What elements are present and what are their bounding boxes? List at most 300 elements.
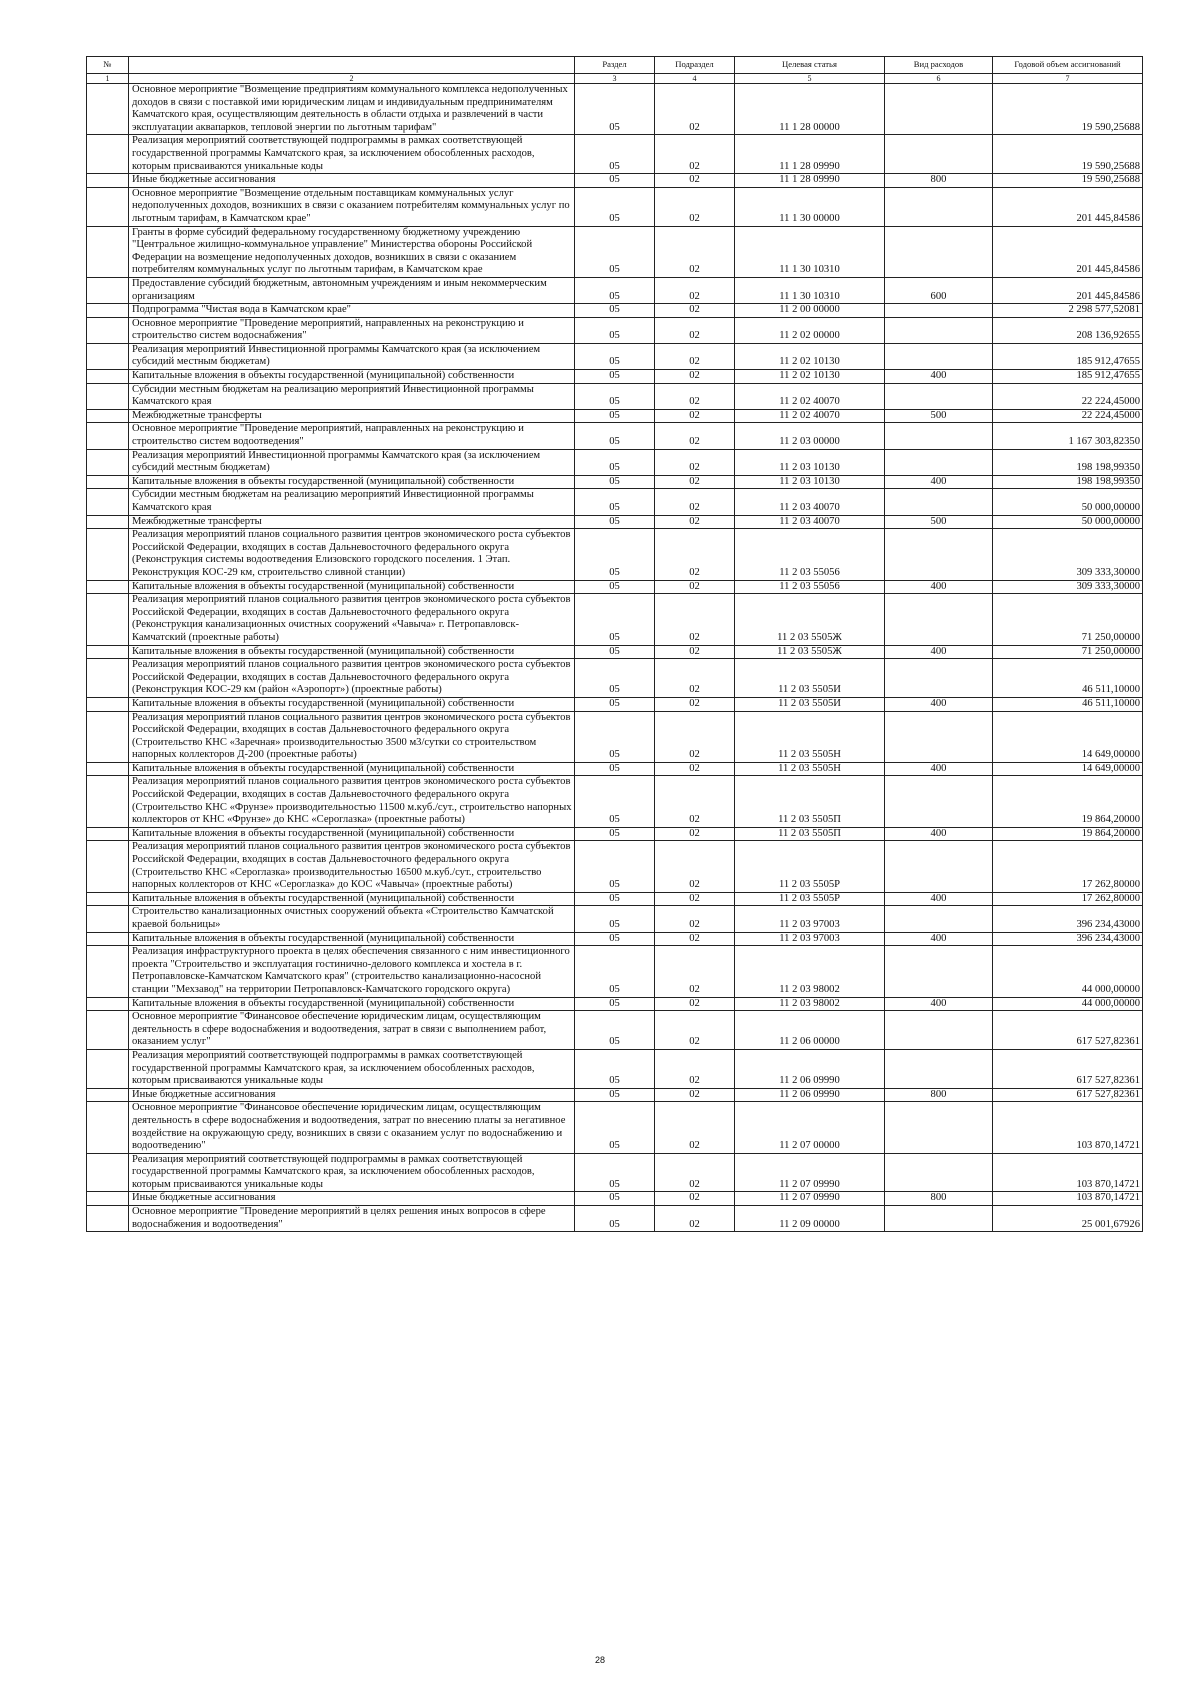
- row-section: 05: [575, 711, 655, 762]
- row-amount: 71 250,00000: [993, 645, 1143, 659]
- row-name: Капитальные вложения в объекты государственной (муниципальной) собственности: [129, 370, 575, 384]
- table-row: [87, 187, 1143, 226]
- row-target-article: 11 2 03 98002: [735, 997, 885, 1011]
- row-expense-type: 400: [885, 892, 993, 906]
- row-amount: 309 333,30000: [993, 529, 1143, 580]
- row-name: Капитальные вложения в объекты государственной (муниципальной) собственности: [129, 892, 575, 906]
- table-row: [87, 776, 1143, 827]
- row-number: [87, 841, 129, 892]
- table-row: [87, 475, 1143, 489]
- header-number: №: [87, 57, 129, 74]
- table-row: [87, 827, 1143, 841]
- row-name: Субсидии местным бюджетам на реализацию мероприятий Инвестиционной программы Камчатского края: [129, 489, 575, 515]
- budget-table: [86, 56, 1143, 1232]
- row-number: [87, 906, 129, 932]
- row-expense-type: 500: [885, 515, 993, 529]
- row-number: [87, 475, 129, 489]
- row-amount: 46 511,10000: [993, 697, 1143, 711]
- row-target-article: 11 1 28 09990: [735, 135, 885, 174]
- row-subsection: 02: [655, 932, 735, 946]
- row-section: 05: [575, 659, 655, 698]
- table-row: [87, 932, 1143, 946]
- row-subsection: 02: [655, 304, 735, 318]
- row-expense-type: [885, 449, 993, 475]
- row-target-article: 11 1 30 10310: [735, 277, 885, 303]
- row-amount: 185 912,47655: [993, 343, 1143, 369]
- row-expense-type: [885, 187, 993, 226]
- row-name: Капитальные вложения в объекты государственной (муниципальной) собственности: [129, 997, 575, 1011]
- row-target-article: 11 2 02 00000: [735, 317, 885, 343]
- row-number: [87, 892, 129, 906]
- row-section: 05: [575, 383, 655, 409]
- row-number: [87, 711, 129, 762]
- budget-document: [86, 56, 1142, 1232]
- row-name: Межбюджетные трансферты: [129, 515, 575, 529]
- row-amount: 201 445,84586: [993, 187, 1143, 226]
- row-subsection: 02: [655, 594, 735, 645]
- row-section: 05: [575, 409, 655, 423]
- row-subsection: 02: [655, 827, 735, 841]
- row-section: 05: [575, 1088, 655, 1102]
- row-number: [87, 946, 129, 997]
- row-amount: 396 234,43000: [993, 906, 1143, 932]
- row-section: 05: [575, 580, 655, 594]
- row-target-article: 11 2 03 98002: [735, 946, 885, 997]
- row-section: 05: [575, 1011, 655, 1050]
- row-amount: 185 912,47655: [993, 370, 1143, 384]
- row-number: [87, 580, 129, 594]
- row-number: [87, 449, 129, 475]
- row-section: 05: [575, 997, 655, 1011]
- table-row: [87, 135, 1143, 174]
- row-name: Межбюджетные трансферты: [129, 409, 575, 423]
- row-amount: 103 870,14721: [993, 1102, 1143, 1153]
- row-subsection: 02: [655, 84, 735, 135]
- row-amount: 19 590,25688: [993, 135, 1143, 174]
- table-row: [87, 304, 1143, 318]
- row-subsection: 02: [655, 343, 735, 369]
- table-row: [87, 174, 1143, 188]
- row-target-article: 11 2 03 55056: [735, 580, 885, 594]
- row-expense-type: 400: [885, 580, 993, 594]
- row-section: 05: [575, 489, 655, 515]
- row-name: Реализация мероприятий планов социального развития центров экономического роста субъектов Российской Федерации, входящих в состав Дальневосточного федерального округа (Строительство КНС «Фрунзе» производительностью 11500 м.куб./сут., строительство напорных коллекторов от КНС «Фрунзе» до КНС «Сероглазка» (проектные работы): [129, 776, 575, 827]
- row-expense-type: 400: [885, 827, 993, 841]
- row-section: 05: [575, 776, 655, 827]
- row-expense-type: 800: [885, 1192, 993, 1206]
- row-name: Реализация мероприятий планов социального развития центров экономического роста субъектов Российской Федерации, входящих в состав Дальневосточного федерального округа (Реконструкция канализационных очистных сооружений «Чавыча» г. Петропавловск-Камчатский (проектные работы): [129, 594, 575, 645]
- row-subsection: 02: [655, 529, 735, 580]
- table-row: [87, 370, 1143, 384]
- row-target-article: 11 2 06 00000: [735, 1011, 885, 1050]
- row-number: [87, 1088, 129, 1102]
- row-target-article: 11 2 00 00000: [735, 304, 885, 318]
- row-name: Основное мероприятие "Финансовое обеспечение юридическим лицам, осуществляющим деятельность в сфере водоснабжения и водоотведения, затрат по внесению платы за негативное воздействие на окружающую среду, возникших в связи с оказанием услуг по водоснабжению и водоотведению": [129, 1102, 575, 1153]
- table-row: [87, 409, 1143, 423]
- row-expense-type: [885, 423, 993, 449]
- row-amount: 396 234,43000: [993, 932, 1143, 946]
- row-name: Субсидии местным бюджетам на реализацию мероприятий Инвестиционной программы Камчатского края: [129, 383, 575, 409]
- row-expense-type: [885, 84, 993, 135]
- row-amount: 2 298 577,52081: [993, 304, 1143, 318]
- row-section: 05: [575, 841, 655, 892]
- row-target-article: 11 2 03 5505П: [735, 776, 885, 827]
- row-subsection: 02: [655, 659, 735, 698]
- row-section: 05: [575, 1102, 655, 1153]
- row-amount: 46 511,10000: [993, 659, 1143, 698]
- row-amount: 50 000,00000: [993, 489, 1143, 515]
- row-number: [87, 1011, 129, 1050]
- column-number: 2: [129, 74, 575, 84]
- row-target-article: 11 2 03 5505П: [735, 827, 885, 841]
- row-number: [87, 1192, 129, 1206]
- row-subsection: 02: [655, 277, 735, 303]
- row-expense-type: 400: [885, 762, 993, 776]
- row-name: Реализация мероприятий Инвестиционной программы Камчатского края (за исключением субсидий местным бюджетам): [129, 449, 575, 475]
- row-number: [87, 409, 129, 423]
- table-row: [87, 906, 1143, 932]
- row-expense-type: [885, 1102, 993, 1153]
- row-number: [87, 594, 129, 645]
- row-subsection: 02: [655, 423, 735, 449]
- column-number: 1: [87, 74, 129, 84]
- row-expense-type: 800: [885, 1088, 993, 1102]
- row-section: 05: [575, 370, 655, 384]
- row-target-article: 11 2 07 09990: [735, 1192, 885, 1206]
- row-section: 05: [575, 475, 655, 489]
- table-row: [87, 277, 1143, 303]
- row-number: [87, 135, 129, 174]
- row-subsection: 02: [655, 187, 735, 226]
- row-target-article: 11 1 30 00000: [735, 187, 885, 226]
- row-name: Капитальные вложения в объекты государственной (муниципальной) собственности: [129, 932, 575, 946]
- row-amount: 201 445,84586: [993, 277, 1143, 303]
- row-number: [87, 1153, 129, 1192]
- row-target-article: 11 1 28 09990: [735, 174, 885, 188]
- row-section: 05: [575, 946, 655, 997]
- row-name: Гранты в форме субсидий федеральному государственному бюджетному учреждению "Центральное жилищно-коммунальное управление" Министерства обороны Российской Федерации на возмещение недополученных доходов, возникших в связи с оказанием потребителям коммунальных услуг по льготным тарифам, в Камчатском крае: [129, 226, 575, 277]
- table-row: [87, 226, 1143, 277]
- row-subsection: 02: [655, 1049, 735, 1088]
- row-number: [87, 370, 129, 384]
- row-target-article: 11 2 03 40070: [735, 489, 885, 515]
- row-section: 05: [575, 317, 655, 343]
- row-target-article: 11 2 07 09990: [735, 1153, 885, 1192]
- row-number: [87, 423, 129, 449]
- row-amount: 44 000,00000: [993, 997, 1143, 1011]
- row-section: 05: [575, 226, 655, 277]
- row-amount: 103 870,14721: [993, 1153, 1143, 1192]
- row-section: 05: [575, 906, 655, 932]
- row-target-article: 11 2 03 00000: [735, 423, 885, 449]
- row-expense-type: [885, 841, 993, 892]
- row-section: 05: [575, 174, 655, 188]
- row-number: [87, 277, 129, 303]
- row-number: [87, 827, 129, 841]
- row-name: Капитальные вложения в объекты государственной (муниципальной) собственности: [129, 475, 575, 489]
- row-target-article: 11 2 03 5505Ж: [735, 594, 885, 645]
- row-target-article: 11 2 03 10130: [735, 449, 885, 475]
- row-target-article: 11 2 09 00000: [735, 1206, 885, 1232]
- row-number: [87, 304, 129, 318]
- row-subsection: 02: [655, 906, 735, 932]
- row-amount: 71 250,00000: [993, 594, 1143, 645]
- row-number: [87, 529, 129, 580]
- row-number: [87, 1049, 129, 1088]
- table-row: [87, 383, 1143, 409]
- row-amount: 25 001,67926: [993, 1206, 1143, 1232]
- row-subsection: 02: [655, 409, 735, 423]
- row-subsection: 02: [655, 762, 735, 776]
- row-expense-type: [885, 304, 993, 318]
- row-name: Иные бюджетные ассигнования: [129, 1192, 575, 1206]
- row-expense-type: [885, 343, 993, 369]
- row-subsection: 02: [655, 580, 735, 594]
- row-target-article: 11 2 02 40070: [735, 409, 885, 423]
- header-subsection: Подраздел: [655, 57, 735, 74]
- row-subsection: 02: [655, 515, 735, 529]
- row-target-article: 11 2 06 09990: [735, 1049, 885, 1088]
- row-subsection: 02: [655, 135, 735, 174]
- table-row: [87, 449, 1143, 475]
- row-section: 05: [575, 304, 655, 318]
- table-row: [87, 84, 1143, 135]
- row-subsection: 02: [655, 946, 735, 997]
- row-target-article: 11 2 02 10130: [735, 343, 885, 369]
- row-name: Реализация мероприятий планов социального развития центров экономического роста субъектов Российской Федерации, входящих в состав Дальневосточного федерального округа (Строительство КНС «Сероглазка» производительностью 16500 м.куб./сут., строительство напорных коллекторов от КНС «Сероглазка» до КОС «Чавыча» (проектные работы): [129, 841, 575, 892]
- row-name: Строительство канализационных очистных сооружений объекта «Строительство Камчатской краевой больницы»: [129, 906, 575, 932]
- row-subsection: 02: [655, 317, 735, 343]
- row-expense-type: 400: [885, 370, 993, 384]
- row-number: [87, 697, 129, 711]
- row-name: Капитальные вложения в объекты государственной (муниципальной) собственности: [129, 580, 575, 594]
- row-expense-type: [885, 317, 993, 343]
- row-subsection: 02: [655, 1206, 735, 1232]
- row-number: [87, 1206, 129, 1232]
- table-row: [87, 645, 1143, 659]
- row-name: Реализация инфраструктурного проекта в целях обеспечения связанного с ним инвестиционного проекта "Строительство и эксплуатация гостинично-делового комплекса и хостела в г. Петропавловске-Камчатском Камчатского края" (строительство канализационно-насосной станции "Мехзавод" на территории Петропавловск-Камчатского городского округа): [129, 946, 575, 997]
- row-expense-type: [885, 1049, 993, 1088]
- row-number: [87, 659, 129, 698]
- table-row: [87, 515, 1143, 529]
- row-name: Основное мероприятие "Возмещение отдельным поставщикам коммунальных услуг недополученных доходов, возникших в связи с оказанием потребителям коммунальных услуг по льготным тарифам, в Камчатском крае": [129, 187, 575, 226]
- row-target-article: 11 2 07 00000: [735, 1102, 885, 1153]
- row-name: Основное мероприятие "Проведение мероприятий, направленных на реконструкцию и строительство систем водоснабжения": [129, 317, 575, 343]
- row-expense-type: [885, 711, 993, 762]
- row-expense-type: [885, 659, 993, 698]
- table-row: [87, 580, 1143, 594]
- row-target-article: 11 2 02 40070: [735, 383, 885, 409]
- row-subsection: 02: [655, 383, 735, 409]
- row-subsection: 02: [655, 711, 735, 762]
- column-number: 4: [655, 74, 735, 84]
- table-row: [87, 594, 1143, 645]
- row-subsection: 02: [655, 645, 735, 659]
- row-subsection: 02: [655, 489, 735, 515]
- table-row: [87, 946, 1143, 997]
- row-section: 05: [575, 277, 655, 303]
- row-number: [87, 489, 129, 515]
- table-body: [87, 84, 1143, 1232]
- row-target-article: 11 2 06 09990: [735, 1088, 885, 1102]
- table-row: [87, 841, 1143, 892]
- row-expense-type: 400: [885, 997, 993, 1011]
- row-amount: 44 000,00000: [993, 946, 1143, 997]
- table-row: [87, 1102, 1143, 1153]
- row-section: 05: [575, 1049, 655, 1088]
- row-expense-type: [885, 594, 993, 645]
- row-name: Основное мероприятие "Проведение мероприятий в целях решения иных вопросов в сфере водоснабжения и водоотведения": [129, 1206, 575, 1232]
- row-number: [87, 187, 129, 226]
- row-section: 05: [575, 892, 655, 906]
- row-expense-type: 400: [885, 475, 993, 489]
- table-row: [87, 697, 1143, 711]
- table-row: [87, 317, 1143, 343]
- row-name: Иные бюджетные ассигнования: [129, 174, 575, 188]
- row-name: Капитальные вложения в объекты государственной (муниципальной) собственности: [129, 827, 575, 841]
- row-name: Иные бюджетные ассигнования: [129, 1088, 575, 1102]
- row-expense-type: [885, 529, 993, 580]
- row-number: [87, 343, 129, 369]
- row-section: 05: [575, 1192, 655, 1206]
- row-target-article: 11 2 03 97003: [735, 906, 885, 932]
- table-row: [87, 529, 1143, 580]
- row-amount: 198 198,99350: [993, 449, 1143, 475]
- row-amount: 22 224,45000: [993, 409, 1143, 423]
- table-row: [87, 1192, 1143, 1206]
- row-expense-type: 400: [885, 645, 993, 659]
- row-expense-type: 400: [885, 697, 993, 711]
- column-numbers-row: [87, 74, 1143, 84]
- row-section: 05: [575, 932, 655, 946]
- table-row: [87, 489, 1143, 515]
- row-expense-type: [885, 1011, 993, 1050]
- row-name: Реализация мероприятий соответствующей подпрограммы в рамках соответствующей государственной программы Камчатского края, за исключением обособленных расходов, которым присваиваются уникальные коды: [129, 1049, 575, 1088]
- header-section: Раздел: [575, 57, 655, 74]
- row-section: 05: [575, 529, 655, 580]
- row-target-article: 11 2 03 40070: [735, 515, 885, 529]
- row-target-article: 11 2 03 10130: [735, 475, 885, 489]
- column-number: 3: [575, 74, 655, 84]
- column-number: 5: [735, 74, 885, 84]
- row-name: Основное мероприятие "Финансовое обеспечение юридическим лицам, осуществляющим деятельность в сфере водоснабжения и водоотведения, затрат в связи с выполнением работ, оказанием услуг": [129, 1011, 575, 1050]
- row-expense-type: [885, 776, 993, 827]
- row-amount: 208 136,92655: [993, 317, 1143, 343]
- row-subsection: 02: [655, 776, 735, 827]
- row-number: [87, 84, 129, 135]
- table-row: [87, 711, 1143, 762]
- row-number: [87, 383, 129, 409]
- row-section: 05: [575, 187, 655, 226]
- table-row: [87, 423, 1143, 449]
- row-section: 05: [575, 449, 655, 475]
- row-number: [87, 762, 129, 776]
- row-name: Капитальные вложения в объекты государственной (муниципальной) собственности: [129, 697, 575, 711]
- row-target-article: 11 2 03 55056: [735, 529, 885, 580]
- row-number: [87, 515, 129, 529]
- table-row: [87, 762, 1143, 776]
- row-subsection: 02: [655, 697, 735, 711]
- page-number: 28: [594, 1655, 605, 1665]
- row-number: [87, 776, 129, 827]
- row-amount: 19 590,25688: [993, 84, 1143, 135]
- row-name: Основное мероприятие "Возмещение предприятиям коммунального комплекса недополученных доходов в связи с поставкой ими юридическим лицам и индивидуальным предпринимателям Камчатского края, осуществляющим деятельность в области отдыха и развлечений в части эксплуатации аквапарков, тепловой энергии по льготным тарифам": [129, 84, 575, 135]
- row-subsection: 02: [655, 1088, 735, 1102]
- row-subsection: 02: [655, 475, 735, 489]
- row-amount: 22 224,45000: [993, 383, 1143, 409]
- table-row: [87, 1088, 1143, 1102]
- row-expense-type: [885, 135, 993, 174]
- column-number: 6: [885, 74, 993, 84]
- row-number: [87, 226, 129, 277]
- row-amount: 201 445,84586: [993, 226, 1143, 277]
- row-subsection: 02: [655, 449, 735, 475]
- table-row: [87, 1011, 1143, 1050]
- row-subsection: 02: [655, 1102, 735, 1153]
- row-target-article: 11 2 03 5505И: [735, 659, 885, 698]
- row-name: Реализация мероприятий планов социального развития центров экономического роста субъектов Российской Федерации, входящих в состав Дальневосточного федерального округа (Реконструкция КОС-29 км (район «Аэропорт») (проектные работы): [129, 659, 575, 698]
- row-name: Капитальные вложения в объекты государственной (муниципальной) собственности: [129, 645, 575, 659]
- row-expense-type: 800: [885, 174, 993, 188]
- row-subsection: 02: [655, 226, 735, 277]
- header-annual-amount: Годовой объем ассигнований: [993, 57, 1143, 74]
- row-amount: 617 527,82361: [993, 1049, 1143, 1088]
- row-amount: 1 167 303,82350: [993, 423, 1143, 449]
- row-section: 05: [575, 594, 655, 645]
- row-target-article: 11 2 03 5505Р: [735, 841, 885, 892]
- row-amount: 198 198,99350: [993, 475, 1143, 489]
- row-section: 05: [575, 1206, 655, 1232]
- row-name: Подпрограмма "Чистая вода в Камчатском крае": [129, 304, 575, 318]
- row-section: 05: [575, 762, 655, 776]
- header-name: [129, 57, 575, 74]
- row-amount: 103 870,14721: [993, 1192, 1143, 1206]
- row-subsection: 02: [655, 892, 735, 906]
- row-number: [87, 932, 129, 946]
- row-name: Реализация мероприятий планов социального развития центров экономического роста субъектов Российской Федерации, входящих в состав Дальневосточного федерального округа (Реконструкция системы водоотведения Елизовского городского поселения. 1 Этап. Реконструкция КОС-29 км, строительство сливной станции): [129, 529, 575, 580]
- row-expense-type: [885, 1153, 993, 1192]
- row-number: [87, 645, 129, 659]
- row-expense-type: [885, 489, 993, 515]
- row-amount: 17 262,80000: [993, 892, 1143, 906]
- row-subsection: 02: [655, 1011, 735, 1050]
- row-expense-type: 500: [885, 409, 993, 423]
- row-subsection: 02: [655, 1192, 735, 1206]
- row-amount: 14 649,00000: [993, 762, 1143, 776]
- table-row: [87, 1153, 1143, 1192]
- header-target-article: Целевая статья: [735, 57, 885, 74]
- row-section: 05: [575, 84, 655, 135]
- row-section: 05: [575, 343, 655, 369]
- row-amount: 19 864,20000: [993, 776, 1143, 827]
- table-header-row: [87, 57, 1143, 74]
- row-expense-type: [885, 226, 993, 277]
- row-name: Реализация мероприятий планов социального развития центров экономического роста субъектов Российской Федерации, входящих в состав Дальневосточного федерального округа (Строительство КНС «Заречная» производительностью 3500 м3/сутки со строительством напорных коллекторов Д-200 (проектные работы): [129, 711, 575, 762]
- row-target-article: 11 2 03 97003: [735, 932, 885, 946]
- row-subsection: 02: [655, 174, 735, 188]
- row-section: 05: [575, 515, 655, 529]
- row-number: [87, 1102, 129, 1153]
- row-section: 05: [575, 423, 655, 449]
- row-name: Реализация мероприятий Инвестиционной программы Камчатского края (за исключением субсидий местным бюджетам): [129, 343, 575, 369]
- row-name: Предоставление субсидий бюджетным, автономным учреждениям и иным некоммерческим организациям: [129, 277, 575, 303]
- row-amount: 17 262,80000: [993, 841, 1143, 892]
- row-target-article: 11 2 03 5505Ж: [735, 645, 885, 659]
- row-target-article: 11 2 03 5505Н: [735, 762, 885, 776]
- row-name: Капитальные вложения в объекты государственной (муниципальной) собственности: [129, 762, 575, 776]
- row-section: 05: [575, 827, 655, 841]
- table-row: [87, 892, 1143, 906]
